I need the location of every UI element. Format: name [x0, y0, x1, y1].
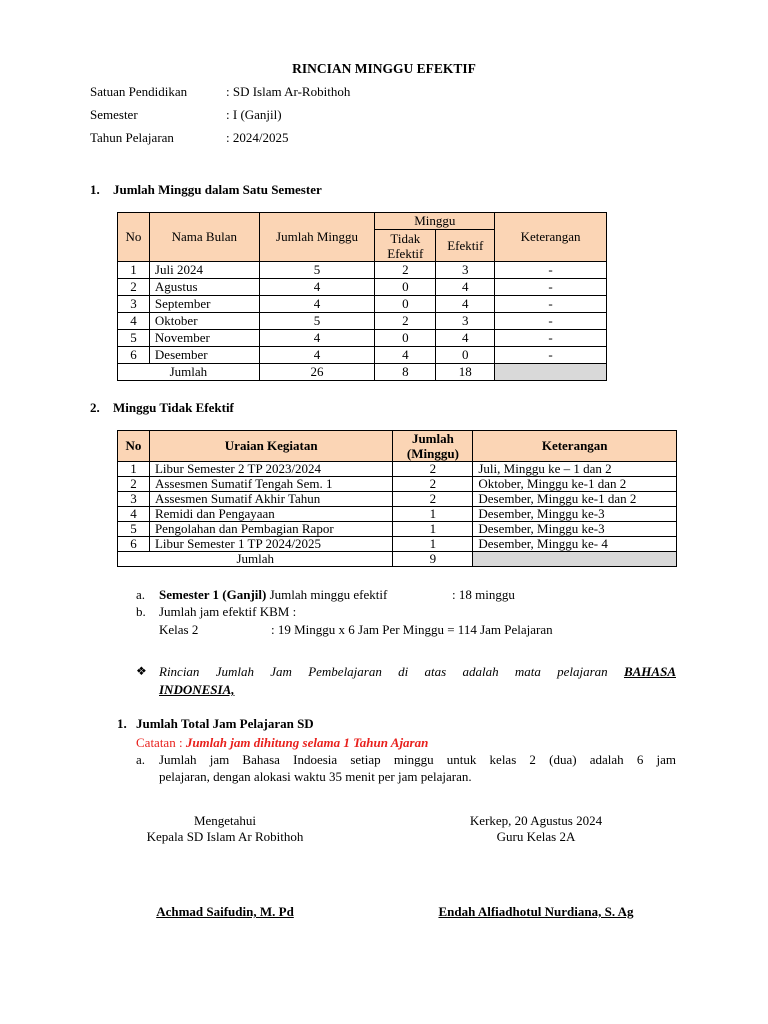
row-notes: - [495, 296, 607, 313]
row-month: September [149, 296, 259, 313]
row-effective: 4 [436, 296, 495, 313]
col-header-no: No [118, 431, 150, 462]
summary-a-text: Jumlah minggu efektif [269, 587, 388, 602]
row-month: Juli 2024 [149, 262, 259, 279]
diamond-bullet-icon: ❖ [136, 664, 147, 678]
row-notes: - [495, 313, 607, 330]
table-total-row [118, 552, 677, 567]
row-notes: - [495, 262, 607, 279]
year-value: : 2024/2025 [226, 130, 289, 145]
row-effective: 0 [436, 347, 495, 364]
catatan-label: Catatan : [136, 735, 183, 750]
section3-a-line2: pelajaran, dengan alokasi waktu 35 menit per jam pelajaran. [159, 769, 472, 784]
row-activity: Libur Semester 2 TP 2023/2024 [149, 462, 393, 477]
row-effective: 3 [436, 262, 495, 279]
row-weeks: 4 [259, 347, 375, 364]
row-activity: Assesmen Sumatif Tengah Sem. 1 [149, 477, 393, 492]
row-notes: Desember, Minggu ke-1 dan 2 [473, 492, 677, 507]
col-header-notes: Keterangan [495, 213, 607, 262]
col-header-not-effective: Tidak Efektif [375, 230, 436, 262]
row-count: 2 [393, 477, 473, 492]
row-notes: - [495, 330, 607, 347]
table-row [118, 477, 677, 492]
row-weeks: 5 [259, 262, 375, 279]
total-weeks: 26 [259, 364, 375, 381]
note-line1 [159, 664, 676, 680]
summary-a-line [159, 587, 387, 603]
row-count: 1 [393, 537, 473, 552]
row-no: 6 [118, 537, 150, 552]
row-month: November [149, 330, 259, 347]
total-effective: 18 [436, 364, 495, 381]
row-count: 2 [393, 492, 473, 507]
table-row [118, 507, 677, 522]
row-effective: 3 [436, 313, 495, 330]
section1-number: 1. [90, 182, 100, 197]
class-label: Kelas 2 [159, 622, 199, 637]
col-header-activity: Uraian Kegiatan [149, 431, 393, 462]
row-activity: Libur Semester 1 TP 2024/2025 [149, 537, 393, 552]
summary-a-value: : 18 minggu [452, 587, 515, 602]
year-label: Tahun Pelajaran [90, 130, 174, 145]
row-notes: Desember, Minggu ke- 4 [473, 537, 677, 552]
col-header-minggu: Minggu [375, 213, 495, 230]
note-text: Rincian Jumlah Jam Pembelajaran di atas adalah mata pelajaran [159, 664, 608, 679]
table-total-row [118, 364, 607, 381]
col-header-weeks: Jumlah Minggu [259, 213, 375, 262]
row-not-effective: 0 [375, 296, 436, 313]
row-not-effective: 0 [375, 330, 436, 347]
summary-b-text: Jumlah jam efektif KBM : [159, 604, 297, 619]
row-effective: 4 [436, 330, 495, 347]
section3-a-marker: a. [136, 752, 146, 767]
row-activity: Assesmen Sumatif Akhir Tahun [149, 492, 393, 507]
row-no: 3 [118, 296, 150, 313]
row-not-effective: 2 [375, 313, 436, 330]
section3-number: 1. [117, 716, 127, 731]
row-count: 2 [393, 462, 473, 477]
note-subject-part2: INDONESIA, [159, 682, 235, 697]
col-header-no: No [118, 213, 150, 262]
row-no: 1 [118, 262, 150, 279]
row-weeks: 4 [259, 279, 375, 296]
section1-heading: Jumlah Minggu dalam Satu Semester [113, 182, 322, 197]
ineffective-weeks-table [117, 430, 677, 567]
summary-b-marker: b. [136, 604, 146, 619]
section2-number: 2. [90, 400, 100, 415]
row-notes: - [495, 347, 607, 364]
total-notes-blank [473, 552, 677, 567]
table-row [118, 492, 677, 507]
class-value: : 19 Minggu x 6 Jam Per Minggu = 114 Jam Pelajaran [271, 622, 553, 637]
row-effective: 4 [436, 279, 495, 296]
document-title: RINCIAN MINGGU EFEKTIF [292, 61, 476, 76]
col-header-effective: Efektif [436, 230, 495, 262]
summary-a-marker: a. [136, 587, 146, 602]
row-count: 1 [393, 507, 473, 522]
effective-weeks-table [117, 212, 607, 381]
total-count: 9 [393, 552, 473, 567]
section2-heading: Minggu Tidak Efektif [113, 400, 234, 415]
row-weeks: 5 [259, 313, 375, 330]
table-row [118, 262, 607, 279]
row-notes: Juli, Minggu ke – 1 dan 2 [473, 462, 677, 477]
table-row [118, 522, 677, 537]
row-no: 5 [118, 330, 150, 347]
total-not-effective: 8 [375, 364, 436, 381]
col-header-notes: Keterangan [473, 431, 677, 462]
row-notes: - [495, 279, 607, 296]
unit-label: Satuan Pendidikan [90, 84, 188, 99]
catatan-text: Jumlah jam dihitung selama 1 Tahun Ajaran [185, 735, 429, 750]
sign-right-line1: Kerkep, 20 Agustus 2024 [469, 813, 603, 828]
row-activity: Remidi dan Pengayaan [149, 507, 393, 522]
total-notes-blank [495, 364, 607, 381]
headmaster-name: Achmad Saifudin, M. Pd [156, 904, 294, 919]
row-weeks: 4 [259, 296, 375, 313]
row-notes: Desember, Minggu ke-3 [473, 522, 677, 537]
table-row [118, 313, 607, 330]
note-subject-part1: BAHASA [623, 664, 676, 679]
row-not-effective: 2 [375, 262, 436, 279]
total-label: Jumlah [118, 364, 260, 381]
catatan-line [136, 735, 428, 751]
summary-a-bold: Semester 1 (Ganjil) [159, 587, 267, 602]
row-month: Desember [149, 347, 259, 364]
table-row [118, 462, 677, 477]
row-no: 3 [118, 492, 150, 507]
table-row [118, 296, 607, 313]
row-notes: Desember, Minggu ke-3 [473, 507, 677, 522]
sign-left-line1: Mengetahui [193, 813, 257, 828]
row-no: 2 [118, 279, 150, 296]
row-notes: Oktober, Minggu ke-1 dan 2 [473, 477, 677, 492]
row-no: 4 [118, 313, 150, 330]
semester-value: : I (Ganjil) [226, 107, 282, 122]
row-month: Oktober [149, 313, 259, 330]
table-row [118, 330, 607, 347]
row-count: 1 [393, 522, 473, 537]
unit-value: : SD Islam Ar-Robithoh [226, 84, 351, 99]
row-no: 5 [118, 522, 150, 537]
sign-right-line2: Guru Kelas 2A [496, 829, 576, 844]
table-row [118, 279, 607, 296]
row-not-effective: 4 [375, 347, 436, 364]
row-activity: Pengolahan dan Pembagian Rapor [149, 522, 393, 537]
col-header-month: Nama Bulan [149, 213, 259, 262]
teacher-name: Endah Alfiadhotul Nurdiana, S. Ag [438, 904, 634, 919]
semester-label: Semester [90, 107, 138, 122]
row-not-effective: 0 [375, 279, 436, 296]
row-no: 2 [118, 477, 150, 492]
row-no: 4 [118, 507, 150, 522]
col-header-count: Jumlah (Minggu) [393, 431, 473, 462]
sign-left-line2: Kepala SD Islam Ar Robithoh [146, 829, 304, 844]
row-no: 6 [118, 347, 150, 364]
total-label: Jumlah [118, 552, 393, 567]
row-no: 1 [118, 462, 150, 477]
row-month: Agustus [149, 279, 259, 296]
section3-a-line1: Jumlah jam Bahasa Indoesia setiap minggu untuk kelas 2 (dua) adalah 6 jam [159, 752, 676, 767]
table-row [118, 537, 677, 552]
table-row [118, 347, 607, 364]
row-weeks: 4 [259, 330, 375, 347]
section3-heading: Jumlah Total Jam Pelajaran SD [136, 716, 314, 731]
